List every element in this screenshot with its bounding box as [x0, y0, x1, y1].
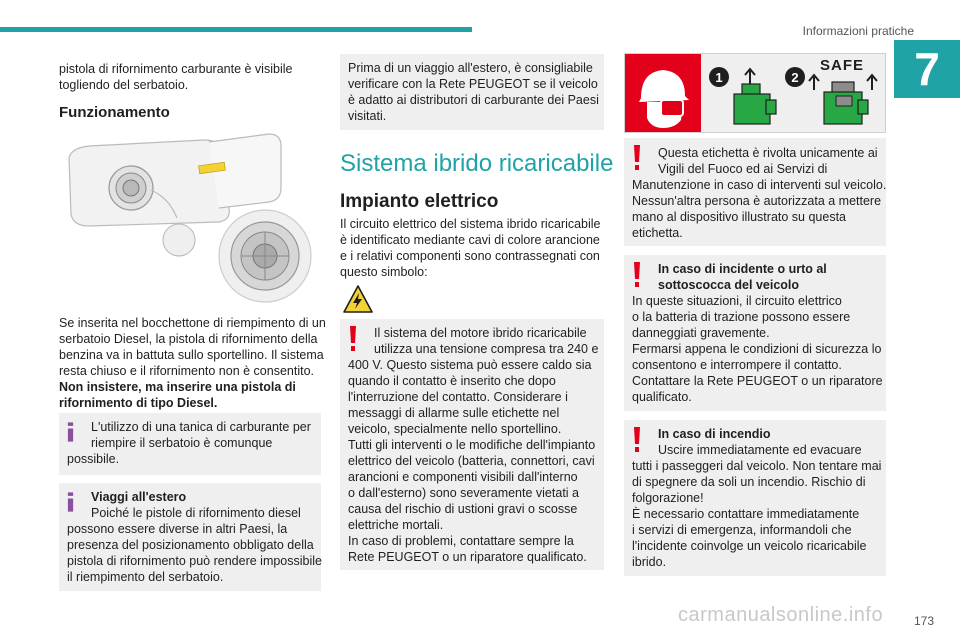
- info-note-tanica-text: L'utilizzo di una tanica di carburante per riempire il serbatoio è comunque possibile.: [67, 420, 311, 466]
- page-number: 173: [913, 614, 934, 628]
- info-box-estero-text: Prima di un viaggio all'estero, è consigliabile verificare con la Rete PEUGEOT se il veicolo è adatto ai distributori di carburante dei Paesi visitati.: [348, 61, 599, 123]
- chapter-title: Informazioni pratiche: [802, 24, 914, 38]
- footer-watermark: carmanualsonline.info: [678, 604, 884, 626]
- warning-box-incidente-text: In caso di incidente o urto al sottoscocca del veicolo In queste situazioni, il circuito elettrico o la batteria di trazione possono essere danneggiati gravemente. Fermarsi appena le condizioni di sicurezza lo consentono e interrompere il contatto. Contattare la Rete PEUGEOT o un riparatore qualificato.: [632, 262, 883, 404]
- col2-body: Il circuito elettrico del sistema ibrido ricaricabile è identificato mediante cavi di colore arancione e i relativi componenti sono contrassegnati con questo simbolo:: [340, 217, 601, 279]
- step-2-badge: 2: [785, 67, 805, 87]
- service-plug-step1-icon: [730, 64, 786, 130]
- warning-box-incendio-text: In caso di incendio Uscire immediatamente ed evacuare tutti i passeggeri dal veicolo. Non tentare mai di spegnere da soli un incendio. Rischio di folgorazione! È necessario contattare immediatamente i servizi di emergenza, informandoli che l'incidente coinvolge un veicolo ricaricabile ibrido.: [632, 427, 882, 569]
- col1-body: Se inserita nel bocchettone di riempimento di un serbatoio Diesel, la pistola di rifornimento della benzina va in battuta sullo sportellino. Il sistema resta chiuso e il rifornimento non è consentito. Non insistere, ma inserire una pistola di rifornimento di tipo Diesel.: [59, 316, 326, 410]
- subsection-title-impianto: Impianto elettrico: [340, 191, 499, 212]
- warning-box-etichetta-text: Questa etichetta è rivolta unicamente ai Vigili del Fuoco ed ai Servizi di Manutenzione in caso di interventi sul veicolo. Nessun'altra persona è autorizzata a mettere mano al dispositivo illustrato su questa etichetta.: [632, 146, 887, 240]
- info-note-viaggi-text: Viaggi all'estero Poiché le pistole di rifornimento diesel possono essere diverse in altri Paesi, la presenza del posizionamento obbligato della pistola di rifornimento può rendere impossibile il riempimento del serbatoio.: [67, 490, 322, 584]
- col1-intro: pistola di rifornimento carburante è visibile togliendo del serbatoio.: [59, 62, 293, 92]
- chapter-number-tab: 7: [894, 40, 960, 98]
- service-plug-step2-icon: [806, 64, 882, 130]
- heading-funzionamento: Funzionamento: [59, 104, 170, 121]
- high-voltage-icon: [342, 284, 374, 314]
- safe-label: SAFE: [820, 57, 865, 74]
- header-accent-bar: [0, 27, 472, 32]
- section-title-ibrido: Sistema ibrido ricaricabile: [340, 150, 614, 177]
- firefighter-helmet-icon: [625, 54, 701, 132]
- step-1-badge: 1: [709, 67, 729, 87]
- warning-box-tensione-text: Il sistema del motore ibrido ricaricabile utilizza una tensione compresa tra 240 e 400 V. Questo sistema può essere caldo sia quando il contatto è inserito che dopo l'interruzione del contatto. Considerare i messaggi di allarme sulle etichette nel veicolo, specialmente nello sportellino. Tutti gli interventi o le modifiche dell'impianto elettrico del veicolo (batteria, connettori, cavi arancioni e componenti visibili dall'interno o dall'esterno) sono severamente vietati a causa del rischio di ustioni gravi o scosse elettriche mortali. In caso di problemi, contattare sempre la Rete PEUGEOT o un riparatore qualificato.: [348, 326, 599, 564]
- fuel-inlet-illustration: [59, 128, 321, 306]
